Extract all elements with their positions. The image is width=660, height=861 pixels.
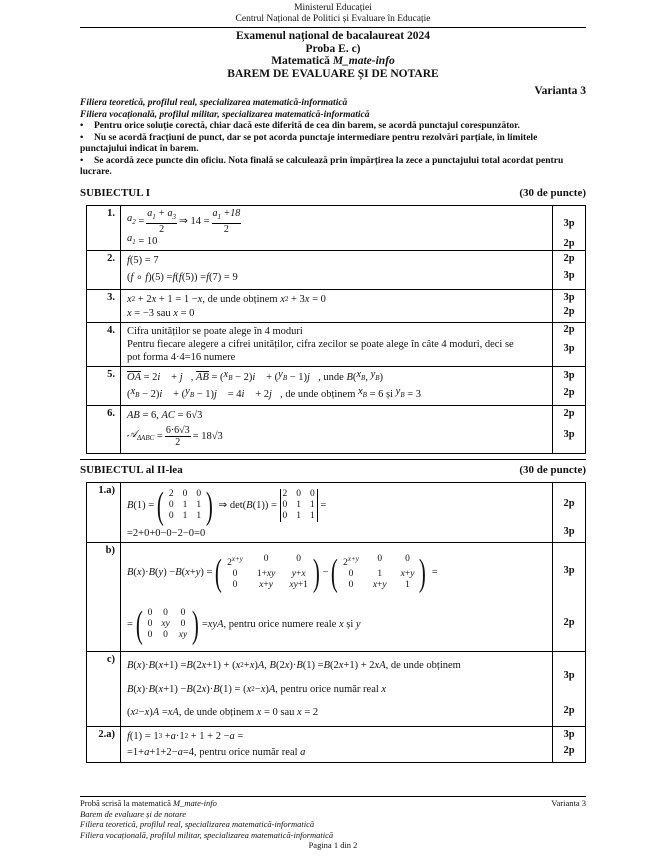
points: 2p (563, 305, 575, 317)
table-row (87, 366, 586, 405)
item-number: 6. (87, 405, 121, 453)
subject-2-points: (30 de puncte) (519, 463, 586, 476)
solution-line: $a_1$ = 10 (127, 233, 158, 247)
connector-text: pentru orice număr real (199, 746, 298, 758)
page-footer (80, 798, 586, 851)
line-text: Cifra unităților se poate alege în (127, 325, 262, 337)
item-number: 1. (87, 205, 121, 250)
solution-line: 𝒜$_{\Delta ABC}$ = $\frac{6\cdot 6√3}{2}$ = 18√3 (127, 425, 223, 448)
solution-line: Pentru fiecare alegere a cifrei unităților, cifra zecilor se poate alege în câte 4 moduri, deci se (127, 338, 514, 350)
connector-text: pentru orice număr real (280, 684, 379, 695)
points: 2p (563, 617, 575, 628)
solution-line: ( $x_B$ − 2) i⃗ + ( $y_B$ − 1) j⃗ = 4 i⃗ + 2 j⃗ , de unde obținem $x_B$ = 6 și $y_B$ = 3 (127, 386, 422, 400)
footer-rule (80, 796, 586, 797)
points: 3p (563, 525, 575, 537)
points: 2p (563, 705, 575, 716)
header-rule (80, 27, 586, 28)
subject-2-title: SUBIECTUL al II-lea (80, 463, 183, 476)
footer-exam (80, 798, 217, 809)
points: 2p (563, 744, 575, 756)
points: 3p (563, 291, 575, 303)
footer-exam-prefix: Probă scrisă la matematică (80, 798, 173, 808)
points: 2p (563, 407, 575, 419)
table-row (87, 542, 586, 651)
line-text: moduri, deci se (449, 338, 514, 350)
subject-profile: M_mate-info (332, 55, 395, 67)
solution-line: ( f ∘ f )(5) = f ( f (5)) = f (7) = 9 (127, 272, 238, 283)
connector-text: de unde obținem (207, 293, 278, 305)
solution-line: B ( x )· B ( x +1) − B (2 x )· B (1) = ( x 2 − x ) A , pentru orice număr real x (127, 684, 387, 695)
filiera-1: Filiera teoretică, profilul real, specializarea matematică-informatică (80, 98, 348, 108)
matrix: ( $2^{x+y}$ 0 0 0 1+xy y+x 0 x+y xy+1 ) (215, 551, 320, 594)
subject-2-table (86, 482, 586, 763)
matrix: ( 0 0 0 0 xy 0 0 0 xy ) (135, 603, 200, 646)
solution-line: AB = 6, AC = 6√3 (127, 409, 203, 421)
document-page (80, 0, 586, 763)
subject-1-table (86, 205, 586, 454)
item-number: 2.a) (87, 726, 121, 762)
points: 3p (563, 217, 575, 229)
item-number: b) (87, 542, 121, 651)
solution-line: Cifra unităților se poate alege în 4 moduri (127, 325, 303, 337)
rule-1: • Pentru orice soluție corectă, chiar dacă este diferită de cea din barem, se acordă punctajul corespunzător. (80, 121, 520, 131)
barem-title: BAREM DE EVALUARE ȘI DE NOTARE (227, 67, 439, 80)
solution-line: =2+0+0−0−2−0=0 (127, 527, 206, 539)
solution-line: f (1) = 1 3 + a ·1 2 + 1 + 2 − a = (127, 731, 244, 742)
table-row (87, 726, 586, 762)
points: 3p (563, 565, 575, 576)
connector-text: sau (156, 307, 171, 319)
rule-3: • Se acordă zece puncte din oficiu. Nota finală se calculează prin împărțirea la zece a punctajului total acordat pentru lucrare. (80, 155, 564, 177)
line-text: moduri (272, 325, 303, 337)
filiera-2: Filiera vocațională, profilul militar, specializarea matematică-informatică (80, 109, 370, 120)
subject-1-points: (30 de puncte) (519, 186, 586, 199)
points: 2p (563, 498, 575, 509)
line-text: Pentru fiecare alegere a cifrei unităților, cifra zecilor se poate alege în câte (127, 338, 439, 350)
subject-2-header (80, 464, 586, 477)
connector-text: de unde obținem (285, 388, 356, 400)
table-row (87, 322, 586, 366)
solution-line: $a_2$ = $\frac{a_1 + a_3}{2}$ ⇒ 14 = $\frac{a_1 +18}{2}$ (127, 207, 241, 235)
connector-text: unde (323, 371, 344, 383)
solution-line: = ( 0 0 0 0 xy 0 0 0 xy ) = xyA , pentru orice numere reale x și y (127, 603, 361, 646)
center: Centrul Național de Politici și Evaluare în Educație (235, 14, 431, 24)
solution-line: $\overline{OA}$ = 2 i⃗ + j⃗ , $\overline{AB}$ = ( $x_B$ − 2) i⃗ + ( $y_B$ − 1) j⃗ , unde B ( $x_B$ , $y_B$ ) (127, 369, 384, 383)
solution-line: x = −3 sau x = 0 (127, 307, 195, 319)
points: 3p (563, 429, 575, 440)
item-number: 4. (87, 322, 121, 366)
table-row (87, 651, 586, 726)
page-number: Pagina 1 din 2 (308, 840, 358, 850)
solution-line: B ( x )· B ( y ) − B ( x + y ) = ( $2^{x+y}$ 0 0 0 1+xy y+x 0 x+y xy+1 ) − ( $2^{x+y}$ 0 0 0 1 x+y 0 x+y 1 ) = (127, 551, 438, 594)
points: 3p (563, 670, 575, 681)
item-number: c) (87, 651, 121, 726)
solution-line: pot forma 4·4=16 numere (127, 351, 236, 363)
ministry: Ministerul Educației (294, 3, 372, 13)
table-row (87, 289, 586, 322)
footer-variant: Varianta 3 (551, 798, 586, 808)
points: 3p (563, 343, 575, 354)
connector-text: și (346, 619, 354, 630)
points: 2p (563, 253, 575, 264)
solution-line: =1+ a +1+2− a =4, pentru orice număr real a (127, 746, 306, 758)
solution-line: B ( x )· B ( x +1) = B (2 x +1) + ( x 2 + x ) A , B (2 x )· B (1) = B (2 x +1) + 2 xA , de unde obținem (127, 660, 461, 671)
item-number: 3. (87, 289, 121, 322)
footer-barem: Barem de evaluare și de notare (80, 808, 186, 819)
line-text: pot forma (127, 351, 169, 363)
item-number: 1.a) (87, 482, 121, 542)
points: 3p (563, 270, 575, 281)
connector-text: de unde obținem (184, 707, 255, 718)
points: 3p (563, 369, 575, 381)
connector-text: și (386, 388, 394, 400)
determinant: 2 0 0 0 1 1 0 1 1 (280, 489, 318, 522)
rule-text: Pentru orice soluție corectă, chiar dacă este diferită de cea din barem, se acordă punctajul corespunzător. (94, 121, 520, 131)
table-row (87, 405, 586, 453)
subject-1-title: SUBIECTUL I (80, 186, 151, 199)
subject-line (80, 55, 586, 68)
connector-text: pentru orice numere reale (228, 619, 337, 630)
matrix: ( 2 0 0 0 1 1 0 1 1 ) (157, 484, 213, 527)
table-row (87, 250, 586, 289)
item-number: 5. (87, 366, 121, 405)
proba: Proba E. c) (305, 42, 361, 55)
footer-filiera-1: Filiera teoretică, profilul real, specializarea matematică-informatică (80, 819, 315, 829)
points: 2p (563, 237, 575, 249)
rule-text: Se acordă zece puncte din oficiu. Nota finală se calculează prin împărțirea la zece a punctajului total acordat pentru lucrare. (80, 155, 564, 177)
rule-text: Nu se acordă fracțiuni de punct, dar se pot acorda punctaje intermediare pentru rezolvări parțiale, în limitele punctajului indicat în barem. (80, 132, 538, 154)
subject-prefix: Matematică (271, 55, 333, 67)
solution-line: ( x 2 − x ) A = xA , de unde obținem x = 0 sau x = 2 (127, 707, 319, 718)
footer-filiera-2: Filiera vocațională, profilul militar, specializarea matematică-informatică (80, 829, 334, 840)
table-row (87, 205, 586, 250)
points: 2p (563, 323, 575, 335)
solution-line: B (1) = ( 2 0 0 0 1 1 0 1 1 ) ⇒ det( B (1)) = 2 0 0 0 1 1 0 1 1 = (127, 484, 327, 527)
line-text: numere (203, 351, 236, 363)
footer-exam-profile: M_mate-info (173, 798, 217, 808)
points: 2p (563, 386, 575, 398)
item-number: 2. (87, 250, 121, 289)
subject-1-header (80, 187, 586, 200)
variant-label: Varianta 3 (534, 85, 586, 97)
section-separator (80, 459, 586, 460)
solution-line: f (5) = 7 (127, 255, 159, 266)
solution-line: x 2 + 2 x + 1 = 1 − x , de unde obținem x 2 + 3 x = 0 (127, 293, 326, 305)
connector-text: sau (280, 707, 295, 718)
points: 3p (563, 729, 575, 740)
rule-2: • Nu se acordă fracțiuni de punct, dar se pot acorda punctaje intermediare pentru rezolvări parțiale, în limitele punctajului indicat în barem. (80, 132, 538, 154)
matrix: ( $2^{x+y}$ 0 0 0 1 x+y 0 x+y 1 ) (331, 551, 427, 594)
table-row (87, 482, 586, 542)
connector-text: de unde obținem (390, 660, 461, 671)
exam-title: Examenul național de bacalaureat 2024 (235, 30, 431, 42)
